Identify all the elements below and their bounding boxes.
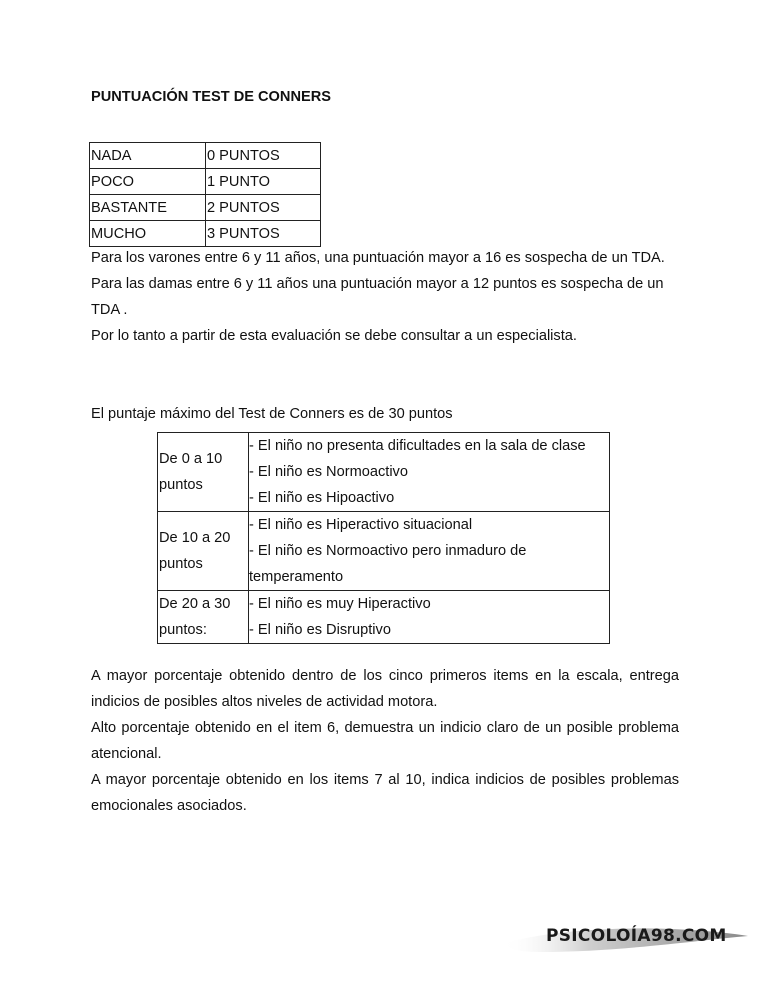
site-logo [500, 916, 760, 960]
conclusions-text [91, 663, 679, 819]
intro-text [91, 245, 679, 349]
range-table [157, 432, 610, 644]
range-label: De 0 a 10 puntos [158, 433, 249, 512]
range-item: - El niño es Disruptivo [249, 622, 391, 638]
conclusion-paragraph: A mayor porcentaje obtenido dentro de los cinco primeros items en la escala, entrega indicios de posibles altos niveles de actividad motora. [91, 668, 679, 710]
intro-paragraph: Para los varones entre 6 y 11 años, una puntuación mayor a 16 es sospecha de un TDA. [91, 250, 665, 266]
score-table [89, 142, 321, 247]
intro-paragraph: Por lo tanto a partir de esta evaluación se debe consultar a un especialista. [91, 328, 577, 344]
score-label: POCO [90, 169, 206, 195]
max-score-text: El puntaje máximo del Test de Conners es de 30 puntos [91, 406, 453, 422]
range-item: - El niño es Normoactivo pero inmaduro de temperamento [249, 543, 527, 585]
range-item: - El niño es muy Hiperactivo [249, 596, 431, 612]
table-row [158, 512, 610, 591]
range-description [249, 512, 610, 591]
score-label: MUCHO [90, 221, 206, 247]
conclusion-paragraph: A mayor porcentaje obtenido en los items 7 al 10, indica indicios de posibles problemas emocionales asociados. [91, 772, 679, 814]
score-points: 1 PUNTO [206, 169, 321, 195]
table-row [158, 433, 610, 512]
table-row [90, 169, 321, 195]
range-item: - El niño es Hipoactivo [249, 490, 395, 506]
table-row [158, 591, 610, 644]
range-item: - El niño es Normoactivo [249, 464, 408, 480]
range-description [249, 591, 610, 644]
range-label: De 10 a 20 puntos [158, 512, 249, 591]
intro-paragraph: Para las damas entre 6 y 11 años una puntuación mayor a 12 puntos es sospecha de un TDA . [91, 276, 664, 318]
table-row [90, 143, 321, 169]
score-points: 3 PUNTOS [206, 221, 321, 247]
score-points: 2 PUNTOS [206, 195, 321, 221]
range-item: - El niño es Hiperactivo situacional [249, 517, 473, 533]
range-description [249, 433, 610, 512]
score-label: BASTANTE [90, 195, 206, 221]
conclusion-paragraph: Alto porcentaje obtenido en el item 6, demuestra un indicio claro de un posible problema atencional. [91, 720, 679, 762]
score-label: NADA [90, 143, 206, 169]
page-title: PUNTUACIÓN TEST DE CONNERS [91, 89, 331, 105]
table-row [90, 221, 321, 247]
range-label: De 20 a 30 puntos: [158, 591, 249, 644]
logo-text: PSICOLOÍA98.COM [546, 926, 727, 946]
table-row [90, 195, 321, 221]
range-item: - El niño no presenta dificultades en la sala de clase [249, 438, 586, 454]
score-points: 0 PUNTOS [206, 143, 321, 169]
